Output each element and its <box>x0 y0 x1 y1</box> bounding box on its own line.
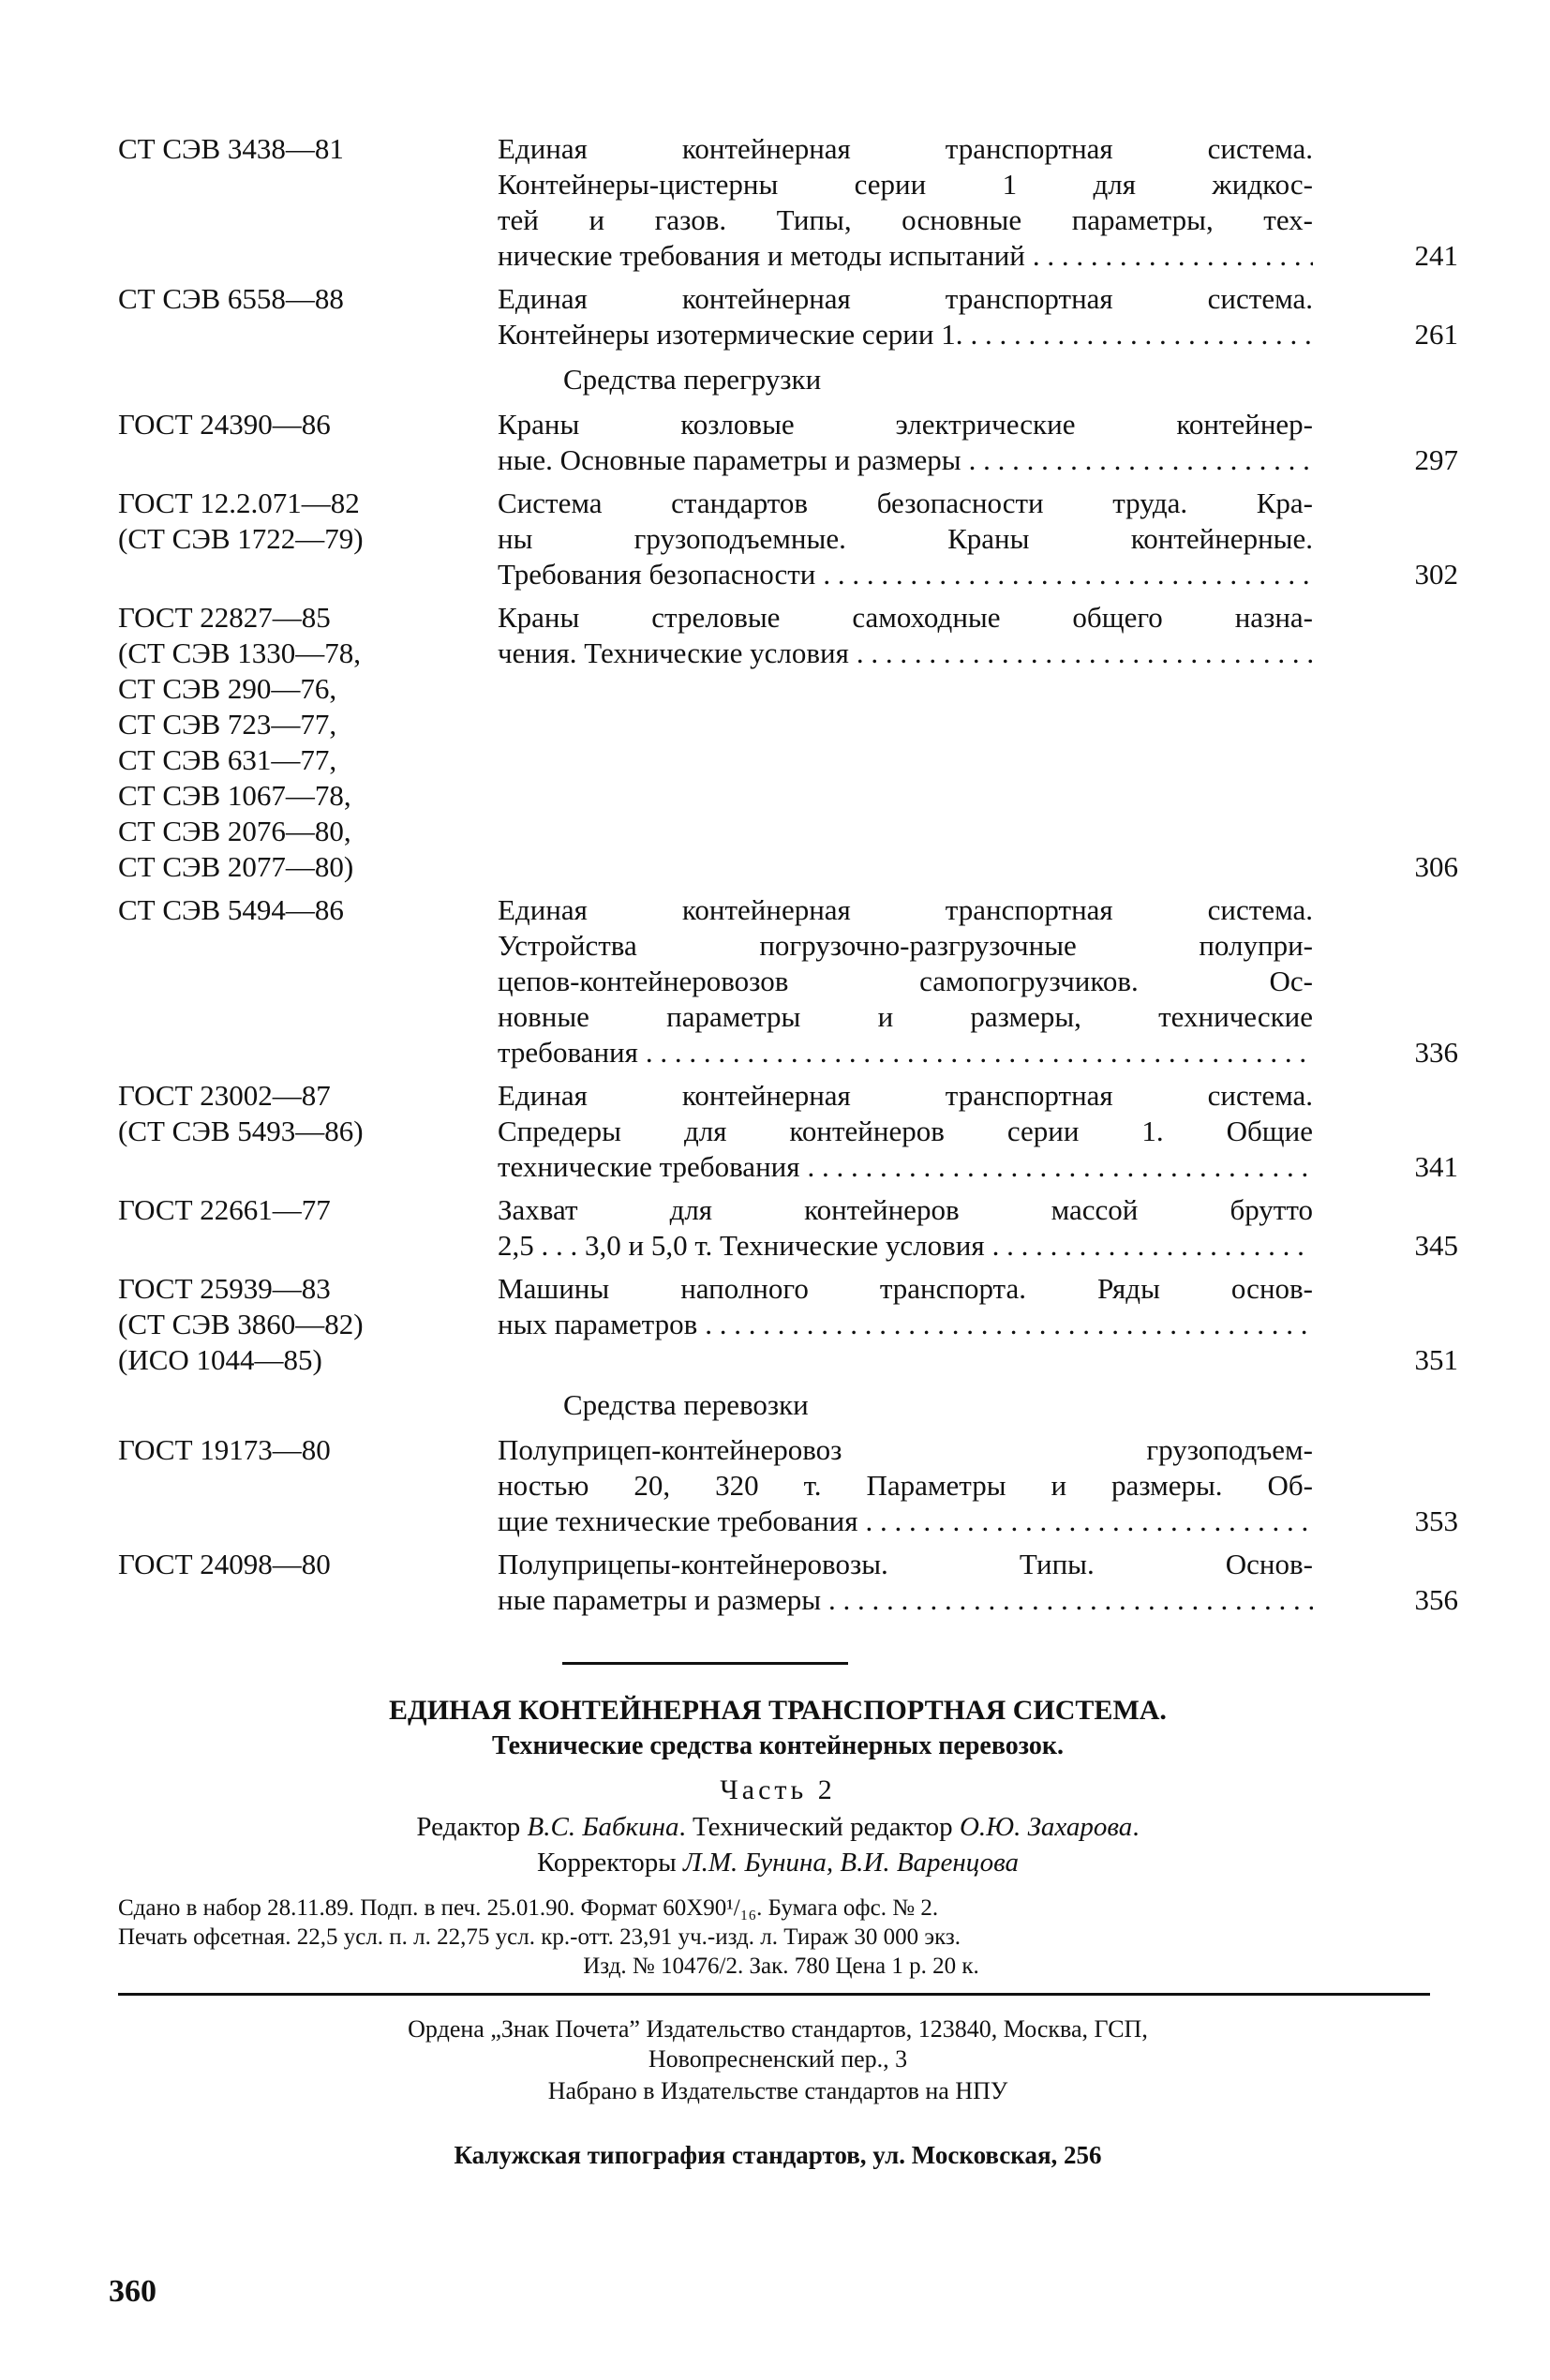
standard-codes <box>118 131 498 167</box>
page-reference: 336 <box>1414 1036 1458 1069</box>
title-line: Единая контейнерная транспортная система. <box>498 132 1313 165</box>
title-line: Единая контейнерная транспортная система. <box>498 893 1313 926</box>
separator-rule-long <box>118 1993 1430 1996</box>
standard-codes <box>118 1432 498 1468</box>
standard-code: (СТ СЭВ 1722—79) <box>118 522 364 555</box>
page-reference: 261 <box>1414 318 1458 351</box>
print-details-line-1: Сдано в набор 28.11.89. Подп. в печ. 25.01.90. Формат 60Х90¹/₁₆. Бумага офс. № 2. <box>118 1895 939 1921</box>
title-line: Полуприцепы-контейнеровозы. Типы. Основ- <box>498 1548 1313 1580</box>
correctors-label: Корректоры <box>536 1848 677 1878</box>
title-line: Машины наполного транспорта. Ряды основ- <box>498 1272 1313 1305</box>
title-line: Контейнеры изотермические серии 1. . . . <box>498 317 1313 352</box>
standard-codes <box>118 1192 498 1228</box>
entry-title <box>498 600 1313 671</box>
index-entry <box>118 600 1458 885</box>
entry-title <box>498 281 1313 352</box>
standard-codes <box>118 1271 498 1378</box>
printer-note: Калужская типография стандартов, ул. Московская, 256 <box>454 2141 1102 2169</box>
entries-group-container <box>118 131 1458 352</box>
page-reference: 353 <box>1414 1504 1458 1537</box>
title-line: Устройства погрузочно-разгрузочные полупри- <box>498 929 1313 962</box>
standard-code: (СТ СЭВ 1330—78, <box>118 636 362 669</box>
entries-group-transport <box>118 1432 1458 1618</box>
leader-dots <box>705 1307 1313 1342</box>
standard-codes <box>118 281 498 317</box>
standard-code: СТ СЭВ 723—77, <box>118 708 337 741</box>
standard-code: ГОСТ 24390—86 <box>118 408 331 441</box>
standard-code: СТ СЭВ 3438—81 <box>118 132 344 165</box>
standard-code: ГОСТ 12.2.071—82 <box>118 486 360 519</box>
standard-code: (СТ СЭВ 3860—82) <box>118 1308 364 1340</box>
page-reference: 302 <box>1414 558 1458 591</box>
leader-dots <box>970 317 1313 352</box>
standard-code: ГОСТ 19173—80 <box>118 1433 331 1466</box>
section-heading-transport: Средства перевозки <box>563 1388 809 1421</box>
page-reference: 341 <box>1414 1150 1458 1183</box>
correctors-names: Л.М. Бунина, В.И. Варенцова <box>682 1848 1020 1878</box>
page-number: 360 <box>109 2274 156 2309</box>
page-reference: 356 <box>1414 1583 1458 1616</box>
title-line: Краны стреловые самоходные общего назна- <box>498 601 1313 634</box>
entry-title <box>498 1078 1313 1185</box>
page-reference: 297 <box>1414 443 1458 476</box>
standard-code: СТ СЭВ 290—76, <box>118 672 337 705</box>
standard-code: СТ СЭВ 2076—80, <box>118 815 351 847</box>
index-entry <box>118 1271 1458 1378</box>
standard-code: СТ СЭВ 5494—86 <box>118 893 344 926</box>
title-line: чения. Технические условия . . . <box>498 636 1313 671</box>
standard-codes <box>118 892 498 928</box>
title-line: 2,5 . . . 3,0 и 5,0 т. Технические условия . . . <box>498 1228 1313 1264</box>
leader-dots <box>865 1504 1313 1539</box>
colophon-title: ЕДИНАЯ КОНТЕЙНЕРНАЯ ТРАНСПОРТНАЯ СИСТЕМА. <box>389 1695 1167 1726</box>
contents-index <box>118 131 1458 1625</box>
title-line: ные параметры и размеры . . . <box>498 1582 1313 1618</box>
title-line: нические требования и методы испытаний . . . <box>498 238 1313 274</box>
publisher-address: Новопресненский пер., 3 <box>648 2045 908 2073</box>
title-line: Единая контейнерная транспортная система. <box>498 1079 1313 1112</box>
index-entry <box>118 1432 1458 1539</box>
standard-code: ГОСТ 22827—85 <box>118 601 331 634</box>
tech-editor-label: . Технический редактор <box>678 1812 953 1842</box>
title-line: требования . . . <box>498 1035 1313 1070</box>
leader-dots <box>857 636 1313 671</box>
typeset-note: Набрано в Издательстве стандартов на НПУ <box>547 2077 1008 2104</box>
title-line: Контейнеры-цистерны серии 1 для жидкос- <box>498 168 1313 201</box>
colophon-part: Часть 2 <box>720 1774 836 1805</box>
page-reference: 241 <box>1414 239 1458 272</box>
editor-label: Редактор <box>416 1812 521 1842</box>
title-line: ны грузоподъемные. Краны контейнерные. <box>498 522 1313 555</box>
print-details-line-3: Изд. № 10476/2. Зак. 780 Цена 1 р. 20 к. <box>583 1953 979 1979</box>
title-line: ных параметров . . . <box>498 1307 1313 1342</box>
title-line: Единая контейнерная транспортная система. <box>498 282 1313 315</box>
standard-codes <box>118 486 498 557</box>
index-entry <box>118 1078 1458 1185</box>
entry-title <box>498 407 1313 478</box>
title-line: технические требования . . . <box>498 1149 1313 1185</box>
entry-title <box>498 486 1313 592</box>
page-reference: 351 <box>1414 1343 1458 1376</box>
entry-title <box>498 892 1313 1070</box>
page-reference: 345 <box>1414 1229 1458 1262</box>
standard-code: (СТ СЭВ 5493—86) <box>118 1115 364 1147</box>
publisher: Ордена „Знак Почета” Издательство стандартов, 123840, Москва, ГСП, <box>408 2015 1148 2043</box>
entries-group-transshipment <box>118 407 1458 1378</box>
index-entry <box>118 407 1458 478</box>
standard-code: ГОСТ 23002—87 <box>118 1079 331 1112</box>
standard-codes <box>118 407 498 442</box>
leader-dots <box>992 1228 1313 1264</box>
standard-code: (ИСО 1044—85) <box>118 1343 322 1376</box>
standard-code: ГОСТ 24098—80 <box>118 1548 331 1580</box>
title-line: Краны козловые электрические контейнер- <box>498 408 1313 441</box>
entry-title <box>498 1271 1313 1342</box>
page-reference: 306 <box>1414 850 1458 883</box>
title-line: Требования безопасности . . . <box>498 557 1313 592</box>
standard-code: СТ СЭВ 2077—80) <box>118 850 354 883</box>
title-line: ные. Основные параметры и размеры . . . <box>498 442 1313 478</box>
index-entry <box>118 1547 1458 1618</box>
colophon-correctors <box>122 1848 1434 1879</box>
leader-dots <box>646 1035 1313 1070</box>
standard-codes <box>118 1547 498 1582</box>
entry-title <box>498 1432 1313 1539</box>
title-line: Полуприцеп-контейнеровоз грузоподъем- <box>498 1433 1313 1466</box>
colophon-subtitle: Технические средства контейнерных перевозок. <box>492 1731 1064 1760</box>
title-line: щие технические требования . . . <box>498 1504 1313 1539</box>
title-line: Захват для контейнеров массой брутто <box>498 1193 1313 1226</box>
index-entry <box>118 131 1458 274</box>
standard-code: СТ СЭВ 631—77, <box>118 743 337 776</box>
standard-code: СТ СЭВ 1067—78, <box>118 779 351 812</box>
title-line: тей и газов. Типы, основные параметры, тех- <box>498 203 1313 236</box>
leader-dots <box>828 1582 1313 1618</box>
leader-dots <box>969 442 1313 478</box>
index-entry <box>118 281 1458 352</box>
title-line: Система стандартов безопасности труда. Кра- <box>498 486 1313 519</box>
title-line: ностью 20, 320 т. Параметры и размеры. Об- <box>498 1469 1313 1502</box>
editor-name: В.С. Бабкина <box>527 1812 679 1842</box>
index-entry <box>118 486 1458 592</box>
leader-dots <box>1033 238 1313 274</box>
leader-dots <box>823 557 1313 592</box>
entry-title <box>498 1547 1313 1618</box>
index-entry <box>118 1192 1458 1264</box>
standard-codes <box>118 600 498 885</box>
print-details-line-2: Печать офсетная. 22,5 усл. п. л. 22,75 усл. кр.-отт. 23,91 уч.-изд. л. Тираж 30 000 экз. <box>118 1924 961 1950</box>
separator-rule <box>562 1662 848 1665</box>
title-line: цепов-контейнеровозов самопогрузчиков. Ос- <box>498 965 1313 997</box>
standard-code: СТ СЭВ 6558—88 <box>118 282 344 315</box>
entry-title <box>498 131 1313 274</box>
title-line: Спредеры для контейнеров серии 1. Общие <box>498 1115 1313 1147</box>
standard-codes <box>118 1078 498 1149</box>
leader-dots <box>808 1149 1313 1185</box>
colophon-editors: Редактор В.С. Бабкина. Технический редактор О.Ю. Захарова. <box>416 1812 1140 1842</box>
standard-code: ГОСТ 25939—83 <box>118 1272 331 1305</box>
tech-editor-name: О.Ю. Захарова <box>959 1812 1133 1842</box>
standard-code: ГОСТ 22661—77 <box>118 1193 331 1226</box>
section-heading-transshipment: Средства перегрузки <box>563 363 822 396</box>
entry-title <box>498 1192 1313 1264</box>
title-line: новные параметры и размеры, технические <box>498 1000 1313 1033</box>
index-entry <box>118 892 1458 1070</box>
